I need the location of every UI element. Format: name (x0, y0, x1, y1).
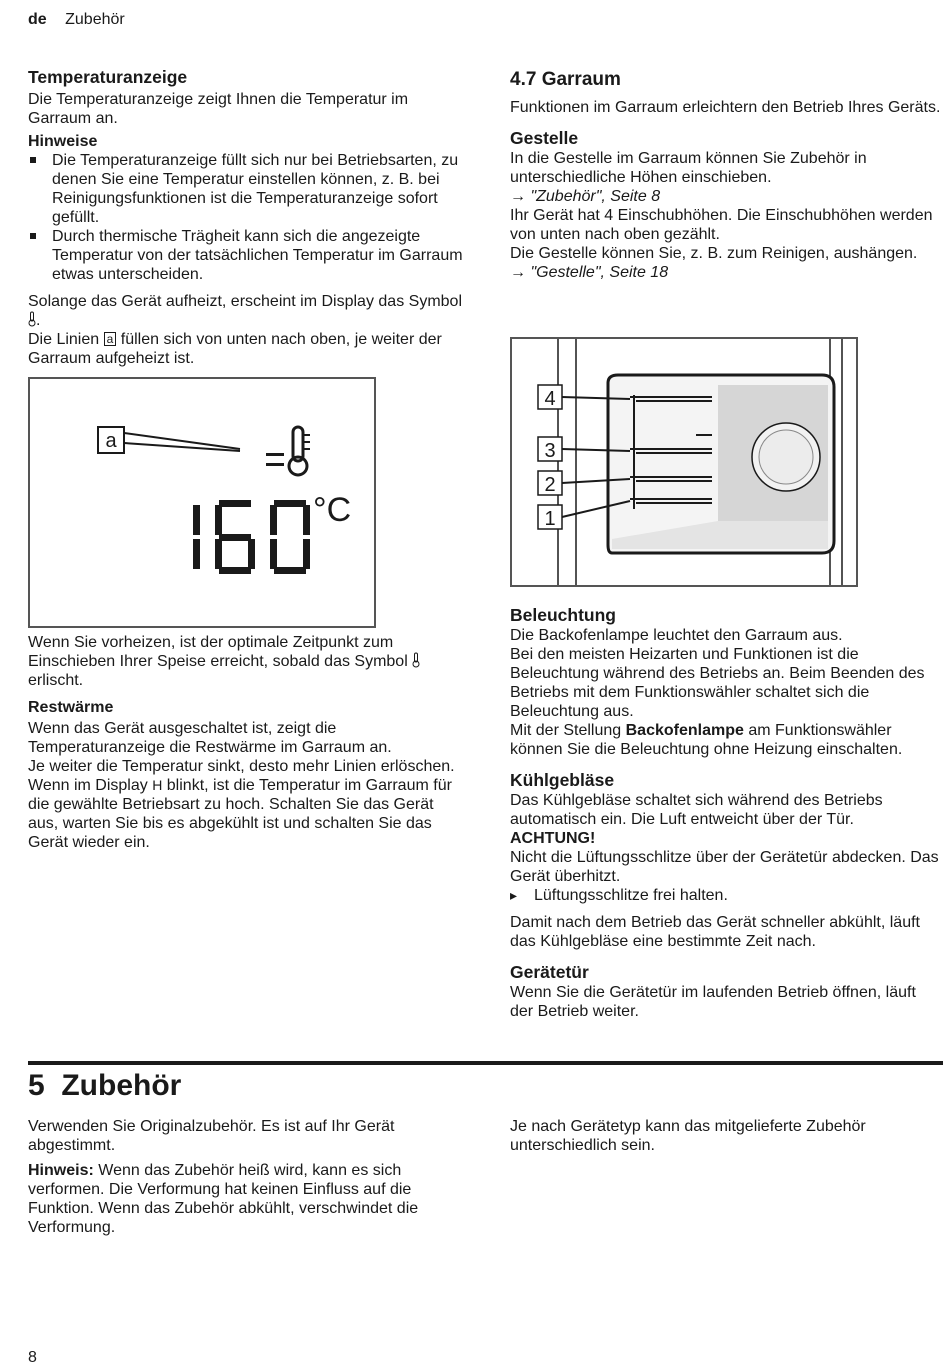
page-number: 8 (28, 1349, 37, 1366)
kuehl-para-1: Das Kühlgebläse schaltet sich während des Betriebs automatisch ein. Die Luft entweicht über der Tür. (510, 792, 883, 828)
chapter-hinweis-label: Hinweis: (28, 1162, 94, 1179)
display-callout-label: a (105, 430, 117, 452)
beleuchtung-para-2: Bei den meisten Heizarten und Funktionen ist die Beleuchtung während des Betriebs an. Beim Beenden des Betriebs mit dem Funktionswähler schaltet sich die Beleuchtung aus. (510, 646, 925, 720)
display-figure (28, 377, 376, 628)
chapter-left (28, 1117, 468, 1237)
chapter-divider (28, 1061, 943, 1065)
heat-para-2b: füllen sich von unten nach oben, je weiter der Garraum aufgeheizt ist. (28, 331, 442, 367)
rest-para-3a: Wenn im Display (28, 777, 148, 794)
gestelle-ref-2[interactable]: → "Gestelle", Seite 18 (510, 264, 669, 281)
rack-illustration (512, 339, 856, 585)
rest-para-3b: blinkt, ist die Temperatur im Garraum für die gewählte Betriebsart zu hoch. Schalten Sie das Gerät aus, warten Sie bis es abgekühlt ist und schalten Sie das Gerät wieder ein. (28, 777, 452, 851)
residual-heat-symbol: H (152, 777, 163, 793)
left-column-bottom (28, 633, 468, 852)
achtung-text: Nicht die Lüftungsschlitze über der Gerätetür abdecken. Das Gerät überhitzt. (510, 849, 939, 885)
heat-para-1-text: Solange das Gerät aufheizt, erscheint im Display das Symbol (28, 293, 462, 310)
gestelle-para-1: In die Gestelle im Garraum können Sie Zubehör in unterschiedliche Höhen einschieben. (510, 150, 867, 186)
kuehl-para-2: Damit nach dem Betrieb das Gerät schneller abkühlt, läuft das Kühlgebläse eine bestimmte Zeit nach. (510, 914, 920, 950)
beleuchtung-para-3b: am Funktionswähler können Sie die Beleuchtung ohne Heizung einschalten. (510, 722, 903, 758)
gestelle-para-3: Die Gestelle können Sie, z. B. zum Reinigen, aushängen. (510, 245, 918, 262)
chapter-para-1: Verwenden Sie Originalzubehör. Es ist auf Ihr Gerät abgestimmt. (28, 1118, 395, 1154)
temp-intro: Die Temperaturanzeige zeigt Ihnen die Temperatur im Garraum an. (28, 91, 409, 127)
gestelle-title: Gestelle (510, 128, 579, 148)
left-column-top (28, 66, 468, 368)
rest-title: Restwärme (28, 699, 114, 716)
thermometer-icon (412, 652, 420, 668)
beleuchtung-para-1: Die Backofenlampe leuchtet den Garraum aus. (510, 627, 843, 644)
backofenlampe-label: Backofenlampe (625, 722, 744, 739)
garraum-intro: Funktionen im Garraum erleichtern den Betrieb Ihres Geräts. (510, 99, 941, 116)
rest-para-1: Wenn das Gerät ausgeschaltet ist, zeigt die Temperaturanzeige die Restwärme im Garraum an. (28, 720, 392, 756)
thermometer-icon (28, 311, 36, 327)
header-section: Zubehör (65, 11, 125, 28)
hinweis-item-1: Die Temperaturanzeige füllt sich nur bei Betriebsarten, zu denen Sie eine Temperatur einstellen können, z. B. bei Reinigungsfunktionen ist die Temperaturanzeige sofort gefüllt. (28, 151, 468, 227)
hinweise-title: Hinweise (28, 133, 98, 150)
preheat-para-a: Wenn Sie vorheizen, ist der optimale Zeitpunkt zum Einschieben Ihrer Speise erreicht, sobald das Symbol (28, 634, 408, 670)
chapter-title: 5 Zubehör (28, 1069, 182, 1102)
rack-level-4: 4 (544, 388, 556, 410)
gestelle-para-2: Ihr Gerät hat 4 Einschubhöhen. Die Einschubhöhen werden von unten nach oben gezählt. (510, 207, 933, 243)
hinweis-item-2: Durch thermische Trägheit kann sich die angezeigte Temperatur von der tatsächlichen Temperatur im Garraum etwas unterscheiden. (28, 227, 468, 284)
chapter-hinweis-text: Wenn das Zubehör heiß wird, kann es sich verformen. Die Verformung hat keinen Einfluss auf die Funktion. Wenn das Zubehör abkühlt, verschwindet die Verformung. (28, 1162, 419, 1236)
tuer-title: Gerätetür (510, 962, 589, 982)
heat-para-2a: Die Linien (28, 331, 100, 348)
chapter-hinweis (28, 1161, 468, 1237)
heat-para-2 (28, 330, 468, 368)
temp-title: Temperaturanzeige (28, 67, 188, 87)
page-header (28, 10, 125, 29)
beleuchtung-title: Beleuchtung (510, 605, 616, 625)
kuehl-title: Kühlgebläse (510, 770, 615, 790)
callout-a-icon: a (104, 332, 117, 346)
chapter-para-right: Je nach Gerätetyp kann das mitgelieferte Zubehör unterschiedlich sein. (510, 1118, 866, 1154)
rack-level-1: 1 (544, 508, 556, 530)
rack-level-3: 3 (544, 440, 556, 462)
rest-para-2: Je weiter die Temperatur sinkt, desto mehr Linien erlöschen. (28, 758, 455, 775)
header-lang: de (28, 11, 47, 28)
achtung-action: ▸ Lüftungsschlitze frei halten. (510, 886, 942, 905)
rack-level-2: 2 (544, 474, 556, 496)
chapter-right (510, 1117, 942, 1155)
heat-para-1: Solange das Gerät aufheizt, erscheint im Display das Symbol . (28, 293, 462, 329)
display-illustration (30, 379, 374, 626)
gestelle-ref-1[interactable]: → "Zubehör", Seite 8 (510, 188, 661, 205)
display-unit: °C (313, 491, 352, 529)
beleuchtung-para-3a: Mit der Stellung (510, 722, 622, 739)
rest-para-3 (28, 776, 468, 852)
right-column-top (510, 68, 942, 282)
achtung-label: ACHTUNG! (510, 830, 596, 847)
preheat-para-b: erlischt. (28, 672, 84, 689)
garraum-title: 4.7 Garraum (510, 69, 621, 90)
preheat-para (28, 633, 468, 690)
beleuchtung-para-3 (510, 721, 942, 759)
chapter-heading (28, 1068, 181, 1104)
tuer-para: Wenn Sie die Gerätetür im laufenden Betrieb öffnen, läuft der Betrieb weiter. (510, 984, 916, 1020)
right-column-bottom (510, 604, 942, 1021)
rack-figure (510, 337, 858, 587)
